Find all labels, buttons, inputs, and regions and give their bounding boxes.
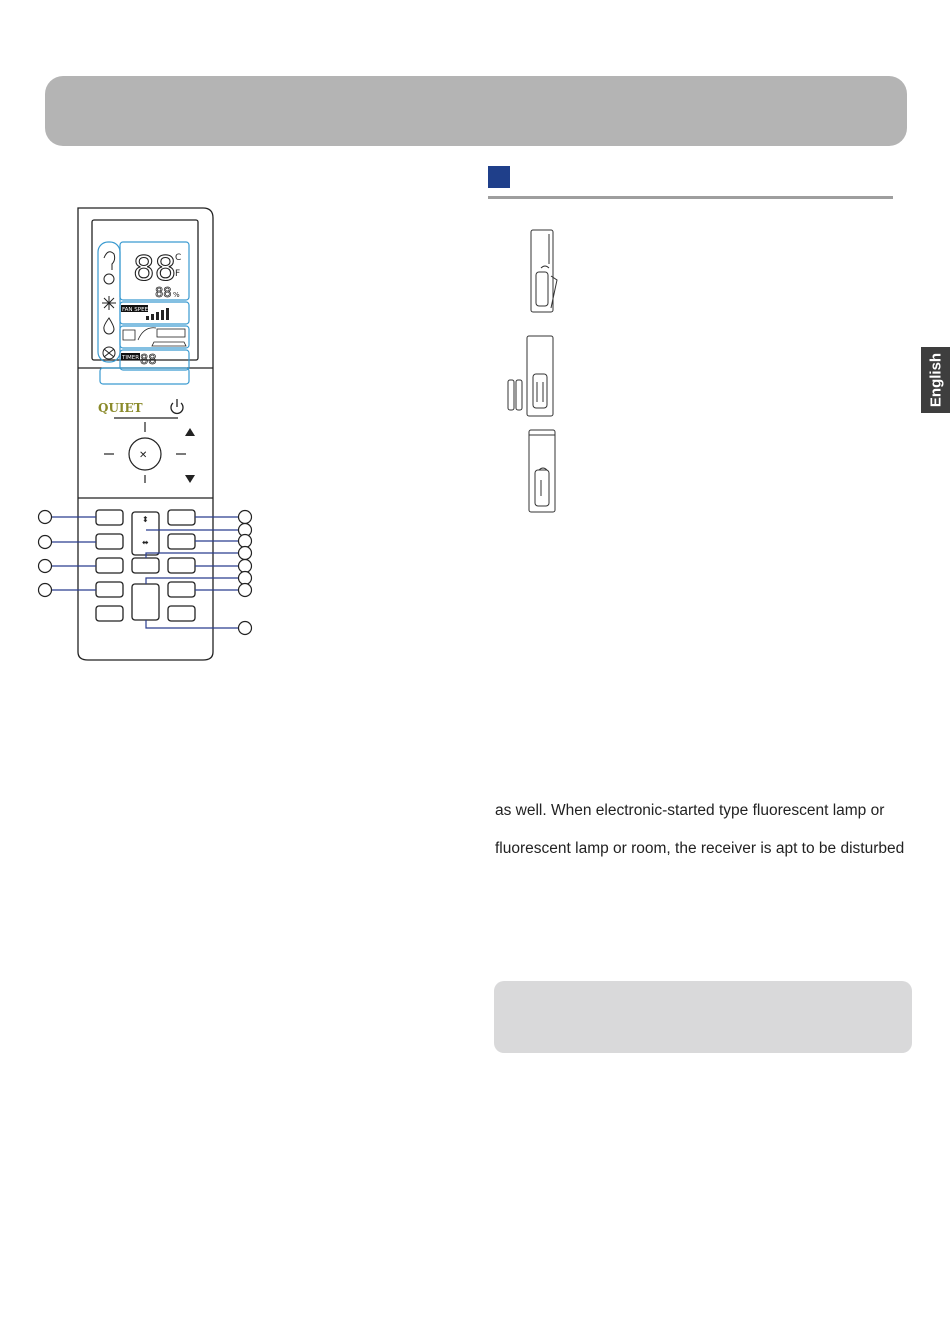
- lcd-timer-digits: 88: [140, 353, 157, 368]
- swing-indicator: [123, 328, 186, 346]
- fan-icon: [103, 347, 115, 359]
- body-text-line-1: as well. When electronic-started type fluorescent lamp or: [495, 802, 885, 819]
- button-3: [96, 558, 123, 573]
- lcd-timer-label: TIMER: [122, 355, 140, 361]
- language-tab[interactable]: [921, 347, 950, 413]
- center-fan-icon: ✕: [139, 450, 148, 461]
- lcd-small-digits: 88: [155, 286, 172, 301]
- sun-icon: [104, 274, 114, 284]
- header-bar: [45, 76, 907, 146]
- person-icon: [104, 252, 115, 270]
- quiet-button-label: QUIET: [98, 401, 143, 415]
- button-6: [132, 558, 159, 573]
- lcd-fan-speed-label: FAN SPEED: [122, 307, 153, 313]
- section-marker: [488, 166, 510, 188]
- button-11: [168, 606, 195, 621]
- swing-horizontal-icon: ⬌: [142, 538, 149, 547]
- button-7: [168, 510, 195, 525]
- button-5: [96, 606, 123, 621]
- button-4: [96, 582, 123, 597]
- power-icon: [171, 399, 183, 413]
- note-box: [494, 981, 912, 1053]
- remote-control-diagram: [30, 200, 270, 670]
- battery-step-2-illustration: [505, 334, 565, 418]
- battery-step-1-illustration: [525, 228, 565, 314]
- lcd-percent: %: [173, 291, 180, 299]
- drop-icon: [104, 318, 114, 334]
- lcd-unit-c: C: [175, 253, 182, 263]
- swing-vertical-icon: ⬍: [142, 515, 149, 524]
- left-callouts: [39, 511, 97, 597]
- button-1: [96, 510, 123, 525]
- down-arrow-icon: [185, 475, 195, 483]
- tall-button: [132, 584, 159, 620]
- battery-step-3-illustration: [525, 428, 565, 514]
- button-2: [96, 534, 123, 549]
- button-9: [168, 558, 195, 573]
- lcd-big-digits: 88: [133, 249, 177, 289]
- up-arrow-icon: [185, 428, 195, 436]
- snowflake-icon: [102, 296, 116, 310]
- button-8: [168, 534, 195, 549]
- lcd-unit-f: F: [175, 269, 181, 279]
- language-tab-label: English: [927, 352, 944, 408]
- section-divider: [488, 196, 893, 199]
- button-10: [168, 582, 195, 597]
- body-text-line-2: fluorescent lamp or room, the receiver is apt to be disturbed: [495, 840, 905, 857]
- button-grid: [96, 510, 195, 621]
